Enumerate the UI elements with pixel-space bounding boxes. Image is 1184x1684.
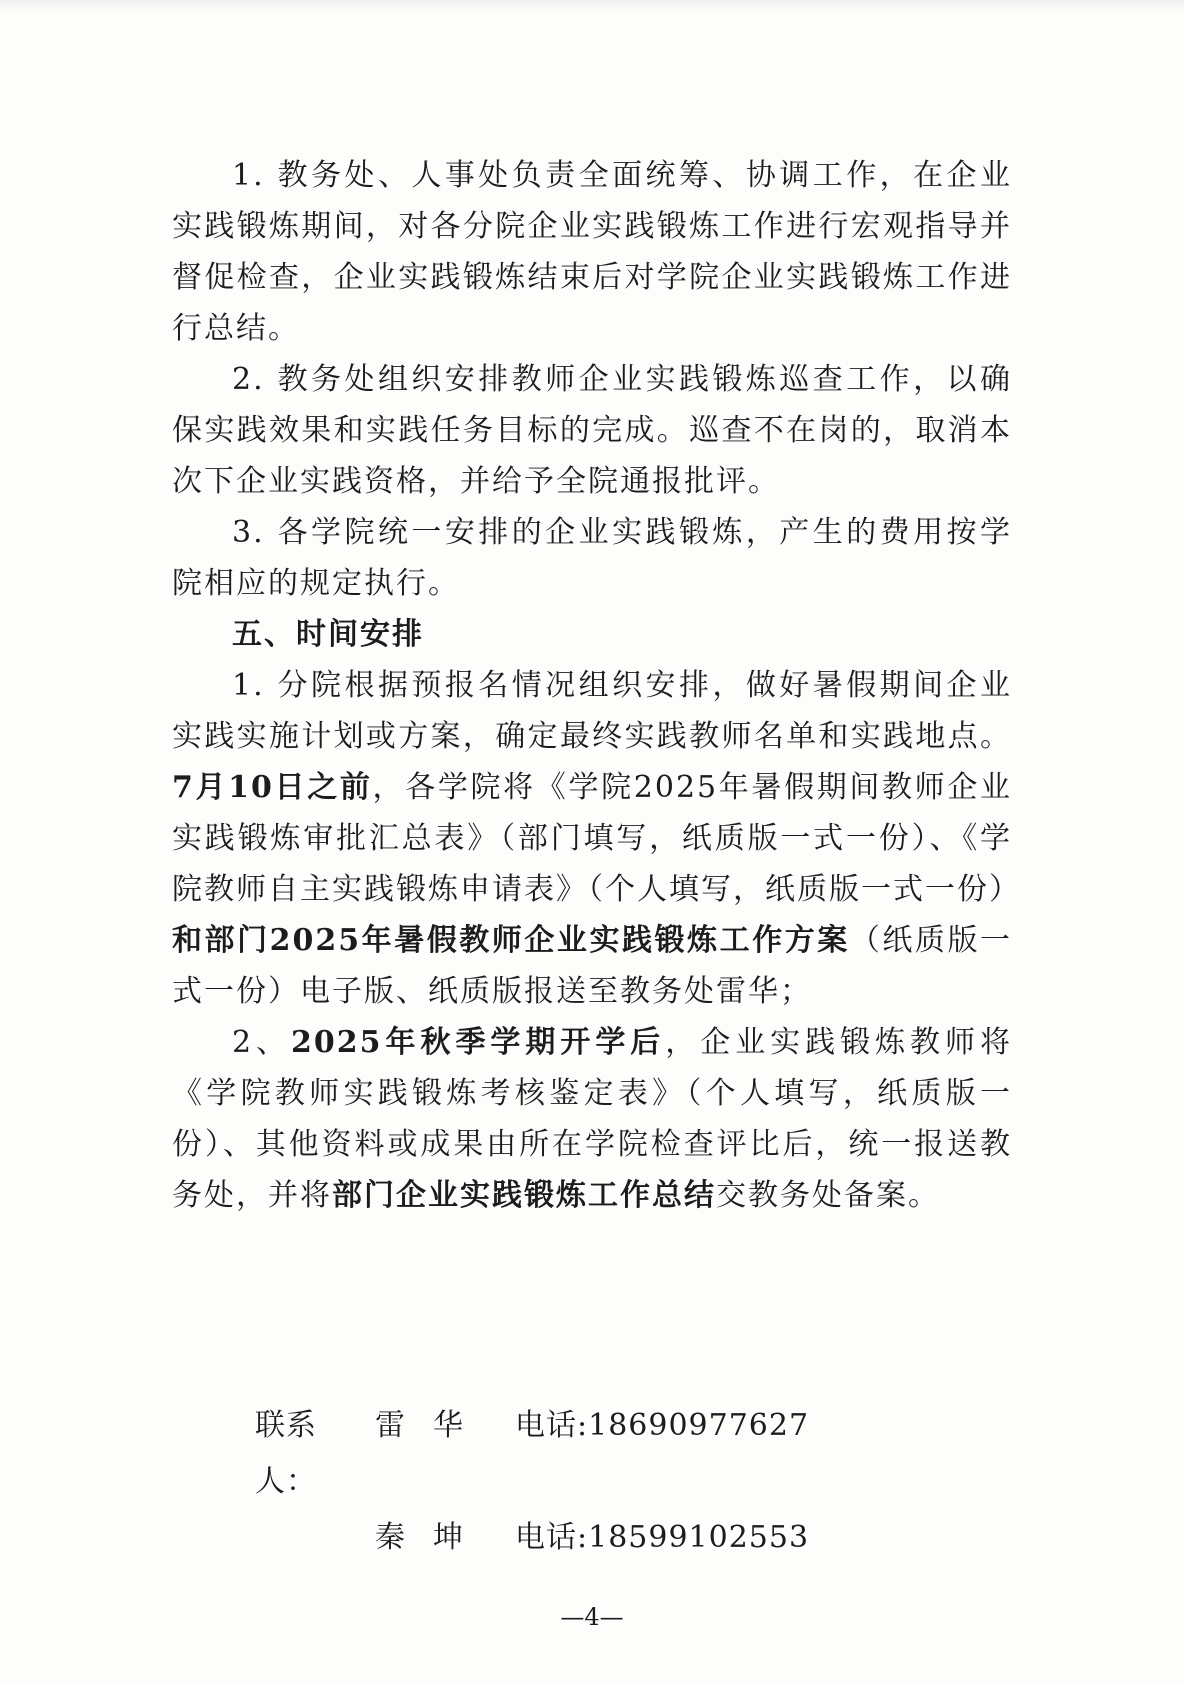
paragraph-2: 2. 教务处组织安排教师企业实践锻炼巡查工作，以确保实践效果和实践任务目标的完成。巡查不在岗的，取消本次下企业实践资格，并给予全院通报批评。 [172, 362, 1012, 499]
p4-text-1: 1. 分院根据预报名情况组织安排，做好暑假期间企业实践实施计划或方案，确定最终实践教师名单和实践地点。 [172, 668, 1012, 754]
p4-bold-plan: 和部门2025年暑假教师企业实践锻炼工作方案 [172, 923, 850, 958]
contact-row [255, 1398, 809, 1510]
section-heading-5: 五、时间安排 [232, 617, 424, 652]
p5-text-1: 2、 [232, 1025, 292, 1060]
p5-text-2: ，企业实践锻炼教师将《学院教师实践锻炼考核鉴定表》（个人填写，纸质版一份）、其他资料或成果由所在学院检查评比后，统一报送教务处，并将 [172, 1025, 1012, 1213]
body-text [172, 150, 1021, 1221]
contact-phone: 电话:18599102553 [515, 1520, 810, 1555]
contact-phone: 电话:18690977627 [515, 1408, 810, 1443]
paragraph-3: 3. 各学院统一安排的企业实践锻炼，产生的费用按学院相应的规定执行。 [172, 515, 1012, 601]
contact-name: 雷华 [375, 1408, 491, 1443]
p4-text-2: ，各学院将《学院2025年暑假期间教师企业实践锻炼审批汇总表》（部门填写，纸质版一式一份）、《学院教师自主实践锻炼申请表》（个人填写，纸质版一式一份） [172, 770, 1021, 907]
contact-name: 秦坤 [375, 1520, 491, 1555]
paragraph-4 [172, 660, 1021, 1017]
p4-text-3: （纸质版一式一份）电子版、纸质版报送至教务处雷华； [172, 923, 1013, 1009]
p5-text-3: 交教务处备案。 [716, 1178, 940, 1213]
contact-block [255, 1398, 809, 1566]
scan-edge [0, 0, 1184, 12]
page-number: —4— [560, 1603, 624, 1631]
paragraph-1: 1. 教务处、人事处负责全面统筹、协调工作，在企业实践锻炼期间，对各分院企业实践锻炼工作进行宏观指导并督促检查，企业实践锻炼结束后对学院企业实践锻炼工作进行总结。 [172, 158, 1012, 346]
paragraph-5 [172, 1017, 1012, 1221]
contact-label: 联系人： [255, 1408, 317, 1499]
p5-bold-summary: 部门企业实践锻炼工作总结 [332, 1178, 716, 1213]
contact-row [255, 1510, 809, 1566]
p4-bold-date: 7月10日之前 [172, 770, 373, 805]
p5-bold-term: 2025年秋季学期开学后 [291, 1025, 666, 1060]
contact-label-spacer [255, 1510, 375, 1566]
